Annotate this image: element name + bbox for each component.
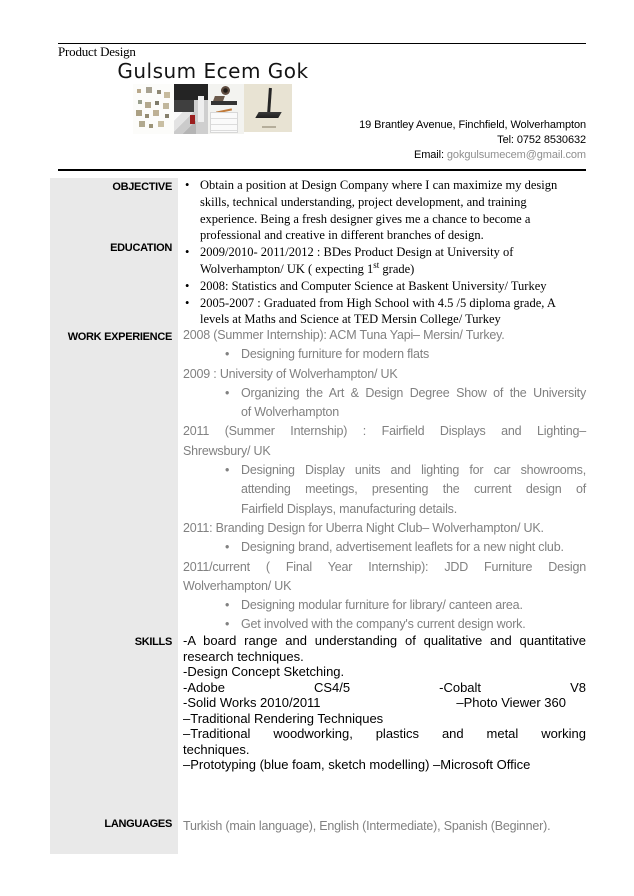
skill-line: –Traditional Rendering Techniques: [183, 710, 384, 726]
education-text: 2005-2007 : Graduated from High School with 4.5 /5 diploma grade, A levels at Maths and Science at TED Mersin College/ Turkey: [200, 295, 556, 327]
contact-email-line: [359, 148, 586, 163]
objective-item: [183, 177, 586, 244]
ordinal-suffix: st: [373, 259, 380, 270]
candidate-name: Gulsum Ecem Gok: [117, 59, 309, 83]
section-label-education: EDUCATION: [110, 242, 172, 254]
header-top-rule: [58, 43, 586, 44]
bullet-marker: •: [185, 278, 190, 293]
education-degree-text: 2009/2010- 2011/2012 : BDes Product Design at University of Wolverhampton/ UK ( expecting 1: [200, 245, 514, 276]
product-base-shape: [255, 112, 281, 118]
wall-clock-shape: [221, 86, 230, 95]
bullet-marker: •: [225, 598, 230, 613]
work-bullet-text: Organizing the Art & Design Degree Show of the University: [241, 385, 586, 400]
email-label: Email:: [413, 149, 444, 161]
caption-line-shape: [262, 126, 276, 128]
work-entry-heading: 2011 (Summer Internship) : Fairfield Displays and Lighting–: [183, 424, 586, 439]
work-continuation-line: of Wolverhampton: [241, 405, 340, 420]
work-continuation-line: attending meetings, presenting the current design of: [241, 482, 586, 497]
skill-line: –Prototyping (blue foam, sketch modelling) –Microsoft Office: [183, 757, 531, 772]
objective-text: Obtain a position at Design Company where I can maximize my design skills, technical understanding, project development, and training experience. Being a fresh designer gives me a chance to become a professional and creative in different branches of design.: [200, 178, 558, 243]
education-item-statistics: [183, 278, 586, 295]
skill-item: CS4/5: [313, 679, 351, 695]
work-continuation-line: Fairfield Displays, manufacturing details.: [241, 501, 458, 516]
portfolio-thumb-furniture: [208, 84, 244, 134]
email-address: gokgulsumecem@gmail.com: [446, 149, 586, 161]
languages-text: Turkish (main language), English (Intermediate), Spanish (Beginner).: [183, 819, 551, 833]
education-item-highschool: [183, 295, 586, 329]
work-bullet-line: [183, 615, 586, 634]
work-bullet-text: Designing brand, advertisement leaflets for a new night club.: [241, 540, 564, 555]
skill-item: -Solid Works 2010/2011: [183, 695, 321, 710]
work-entry-heading: 2008 (Summer Internship): ACM Tuna Yapi– Mersin/ Turkey.: [183, 328, 505, 342]
work-bullet-line: [183, 345, 586, 364]
sketch-marks-shape: [137, 89, 141, 93]
education-item-degree: [183, 244, 586, 278]
contact-phone: Tel: 0752 8530632: [497, 134, 586, 146]
work-continuation-line: Shrewsbury/ UK: [183, 443, 271, 458]
education-text: 2008: Statistics and Computer Science at Baskent University/ Turkey: [200, 278, 547, 293]
work-bullet-text: Get involved with the company's current design work.: [241, 617, 526, 632]
portfolio-thumb-product: [244, 84, 292, 132]
section-label-column: [50, 178, 178, 854]
portfolio-thumb-sketches: [133, 84, 174, 134]
bullet-marker: •: [225, 463, 230, 478]
section-label-languages: LANGUAGES: [104, 818, 172, 830]
skill-line: –Traditional woodworking, plastics and metal working: [183, 726, 586, 741]
bullet-marker: •: [185, 245, 190, 260]
bullet-marker: •: [225, 385, 230, 400]
skill-item: -Cobalt: [439, 679, 482, 695]
work-bullet-text: Designing furniture for modern flats: [241, 347, 430, 362]
header-divider-rule: [58, 169, 586, 171]
skill-item: V8: [570, 679, 586, 695]
skills-content: [183, 633, 586, 773]
work-bullet-text: Designing modular furniture for library/ canteen area.: [241, 598, 523, 613]
skill-line: research techniques.: [183, 648, 304, 664]
objective-education-list: [183, 177, 586, 328]
work-entry-heading: 2011/current ( Final Year Internship): JDD Furniture Design: [183, 559, 586, 574]
work-bullet-line: [183, 538, 586, 557]
skill-item: –Photo Viewer 360: [456, 695, 566, 710]
bullet-marker: •: [225, 540, 230, 555]
skill-line: techniques.: [183, 741, 250, 757]
bullet-marker: •: [225, 617, 230, 632]
skill-item: -Adobe: [183, 679, 225, 695]
drawers-shape: [210, 112, 238, 133]
education-degree-text-end: grade): [379, 261, 415, 276]
shelf-shape: [211, 101, 237, 105]
skill-columns-row: [183, 680, 586, 696]
product-shape: [267, 88, 272, 114]
portfolio-collage: [133, 84, 292, 134]
contact-address: 19 Brantley Avenue, Finchfield, Wolverhampton: [359, 119, 586, 131]
work-entry-heading: 2011: Branding Design for Uberra Night Club– Wolverhampton/ UK.: [183, 520, 544, 535]
pillar-shape: [198, 96, 204, 122]
bullet-marker: •: [185, 295, 190, 310]
skill-columns-row: [183, 695, 586, 711]
work-bullet-line: [183, 384, 586, 403]
portfolio-thumb-interior: [174, 84, 208, 134]
work-bullet-line: [183, 596, 586, 615]
work-experience-content: [183, 326, 586, 635]
work-bullet-line: [183, 461, 586, 480]
red-chair-shape: [190, 115, 195, 124]
section-label-skills: SKILLS: [134, 636, 172, 648]
work-entry-heading: 2009 : University of Wolverhampton/ UK: [183, 366, 398, 381]
skill-line: -A board range and understanding of qualitative and quantitative: [183, 633, 586, 648]
work-bullet-text: Designing Display units and lighting for car showrooms,: [241, 463, 586, 478]
skill-line: -Design Concept Sketching.: [183, 664, 345, 679]
bullet-marker: •: [185, 178, 190, 192]
section-label-work-experience: WORK EXPERIENCE: [67, 331, 172, 343]
work-continuation-line: Wolverhampton/ UK: [183, 578, 292, 593]
bullet-marker: •: [225, 347, 230, 362]
section-label-objective: OBJECTIVE: [112, 181, 172, 193]
contact-block: [359, 118, 586, 163]
category-label: Product Design: [58, 44, 136, 59]
